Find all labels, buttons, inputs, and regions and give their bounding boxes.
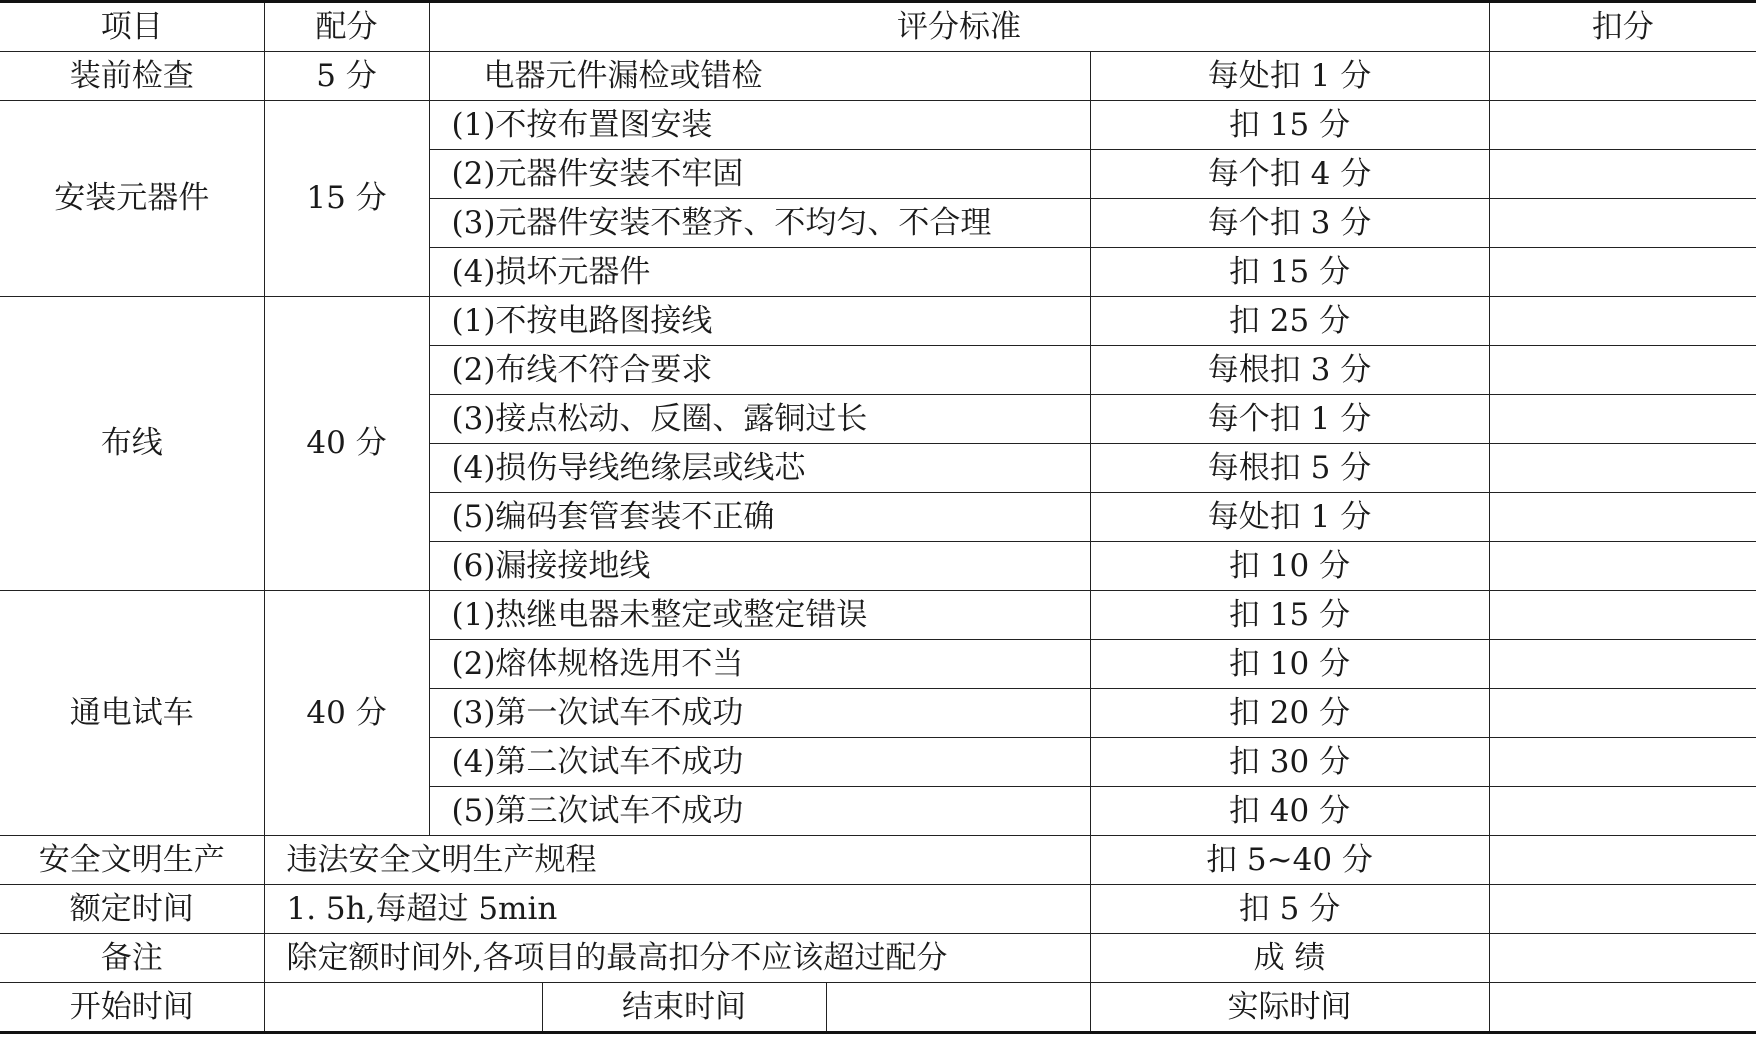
end-time-value [826, 983, 1090, 1033]
criteria-text: (3)第一次试车不成功 [429, 689, 1090, 738]
section-points: 15 分 [264, 101, 429, 297]
criteria-text: (4)损伤导线绝缘层或线芯 [429, 444, 1090, 493]
section-points: 40 分 [264, 297, 429, 591]
criteria-text: (2)熔体规格选用不当 [429, 640, 1090, 689]
start-time-value [264, 983, 542, 1033]
criteria-text: (5)编码套管套装不正确 [429, 493, 1090, 542]
header-deduction: 扣分 [1489, 2, 1756, 52]
deduction-cell [1489, 787, 1756, 836]
deduction-cell [1489, 199, 1756, 248]
deduction-rule: 扣 15 分 [1090, 591, 1489, 640]
remarks-row [0, 934, 1756, 983]
rated-time-name: 额定时间 [0, 885, 264, 934]
rated-time-deduction-rule: 扣 5 分 [1090, 885, 1489, 934]
deduction-rule: 每个扣 4 分 [1090, 150, 1489, 199]
criteria-text: (4)第二次试车不成功 [429, 738, 1090, 787]
deduction-cell [1489, 52, 1756, 101]
criteria-text: (2)布线不符合要求 [429, 346, 1090, 395]
deduction-rule: 扣 10 分 [1090, 542, 1489, 591]
section-name: 安装元器件 [0, 101, 264, 297]
start-time-label: 开始时间 [0, 983, 264, 1033]
remarks-text: 除定额时间外,各项目的最高扣分不应该超过配分 [264, 934, 1090, 983]
criteria-text: 电器元件漏检或错检 [429, 52, 1090, 101]
section-name: 布线 [0, 297, 264, 591]
deduction-rule: 扣 25 分 [1090, 297, 1489, 346]
end-time-label: 结束时间 [542, 983, 826, 1033]
deduction-cell [1489, 738, 1756, 787]
deduction-rule: 扣 20 分 [1090, 689, 1489, 738]
criteria-text: (4)损坏元器件 [429, 248, 1090, 297]
safety-deduction-cell [1489, 836, 1756, 885]
header-points: 配分 [264, 2, 429, 52]
safety-deduction-rule: 扣 5~40 分 [1090, 836, 1489, 885]
criteria-text: (3)元器件安装不整齐、不均匀、不合理 [429, 199, 1090, 248]
actual-time-label: 实际时间 [1090, 983, 1489, 1033]
deduction-rule: 每根扣 5 分 [1090, 444, 1489, 493]
deduction-rule: 扣 15 分 [1090, 101, 1489, 150]
criteria-text: (3)接点松动、反圈、露铜过长 [429, 395, 1090, 444]
section-points: 40 分 [264, 591, 429, 836]
section-name: 装前检查 [0, 52, 264, 101]
deduction-rule: 每个扣 3 分 [1090, 199, 1489, 248]
deduction-cell [1489, 101, 1756, 150]
deduction-rule: 每根扣 3 分 [1090, 346, 1489, 395]
deduction-rule: 扣 10 分 [1090, 640, 1489, 689]
deduction-cell [1489, 150, 1756, 199]
header-row [0, 2, 1756, 52]
criteria-text: (2)元器件安装不牢固 [429, 150, 1090, 199]
deduction-cell [1489, 591, 1756, 640]
safety-text: 违法安全文明生产规程 [264, 836, 1090, 885]
header-item: 项目 [0, 2, 264, 52]
criteria-text: (1)不按电路图接线 [429, 297, 1090, 346]
deduction-rule: 扣 15 分 [1090, 248, 1489, 297]
score-value-cell [1489, 934, 1756, 983]
deduction-rule: 扣 30 分 [1090, 738, 1489, 787]
actual-time-value [1489, 983, 1756, 1033]
rated-time-row [0, 885, 1756, 934]
deduction-cell [1489, 297, 1756, 346]
header-criteria: 评分标准 [429, 2, 1489, 52]
criteria-text: (1)不按布置图安装 [429, 101, 1090, 150]
section-points: 5 分 [264, 52, 429, 101]
deduction-cell [1489, 346, 1756, 395]
table-row [0, 101, 1756, 150]
times-row [0, 983, 1756, 1033]
safety-row [0, 836, 1756, 885]
deduction-cell [1489, 542, 1756, 591]
remarks-name: 备注 [0, 934, 264, 983]
criteria-text: (6)漏接接地线 [429, 542, 1090, 591]
table-row [0, 297, 1756, 346]
rated-time-deduction-cell [1489, 885, 1756, 934]
deduction-cell [1489, 444, 1756, 493]
deduction-cell [1489, 248, 1756, 297]
deduction-rule: 扣 40 分 [1090, 787, 1489, 836]
section-name: 通电试车 [0, 591, 264, 836]
deduction-cell [1489, 395, 1756, 444]
criteria-text: (1)热继电器未整定或整定错误 [429, 591, 1090, 640]
score-label: 成 绩 [1090, 934, 1489, 983]
deduction-rule: 每个扣 1 分 [1090, 395, 1489, 444]
deduction-rule: 每处扣 1 分 [1090, 52, 1489, 101]
deduction-cell [1489, 689, 1756, 738]
deduction-cell [1489, 640, 1756, 689]
rated-time-text: 1. 5h,每超过 5min [264, 885, 1090, 934]
safety-name: 安全文明生产 [0, 836, 264, 885]
table-body [0, 2, 1756, 1033]
table-row [0, 591, 1756, 640]
criteria-text: (5)第三次试车不成功 [429, 787, 1090, 836]
deduction-cell [1489, 493, 1756, 542]
deduction-rule: 每处扣 1 分 [1090, 493, 1489, 542]
table-row [0, 52, 1756, 101]
